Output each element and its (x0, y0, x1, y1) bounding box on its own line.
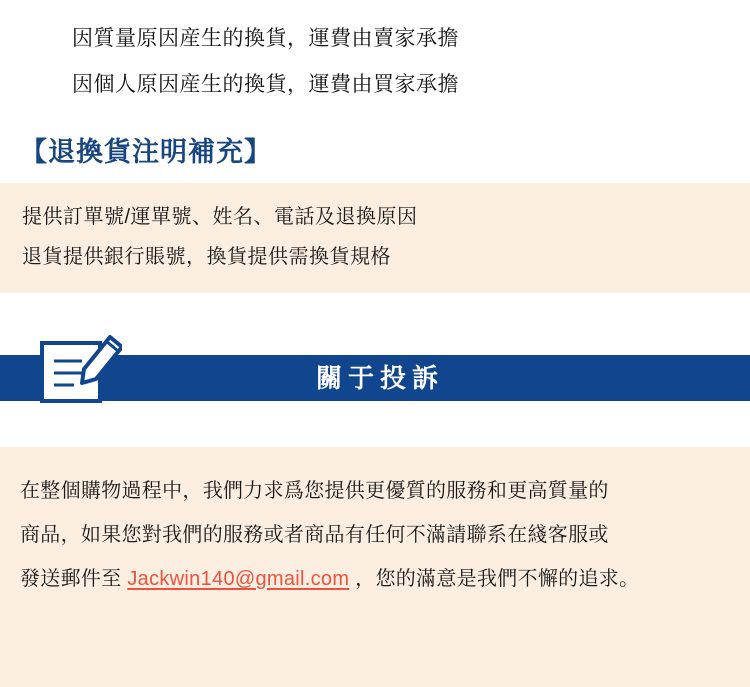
complaint-line-3-prefix: 發送郵件至 (20, 568, 128, 590)
policy-line-2: 因個人原因産生的換貨，運費由買家承擔 (72, 73, 459, 96)
policy-line-1: 因質量原因産生的換貨，運費由賣家承擔 (72, 27, 459, 50)
note-line-2: 退貨提供銀行賬號，換貨提供需換貨規格 (22, 246, 391, 268)
return-note-block (0, 183, 750, 293)
banner-title: 關于投訴 (315, 363, 444, 393)
return-policy-lines (0, 0, 750, 108)
pencil-note-icon (36, 323, 122, 409)
complaint-line-3-suffix: ，您的滿意是我們不懈的追求。 (349, 568, 640, 590)
complaint-line-3 (0, 557, 750, 601)
note-line-1: 提供訂單號/運單號、姓名、電話及退換原因 (22, 206, 418, 228)
complaint-line-2: 商品，如果您對我們的服務或者商品有任何不滿請聯系在綫客服或 (20, 524, 609, 546)
complaint-line-1: 在整個購物過程中，我們力求爲您提供更優質的服務和更高質量的 (20, 480, 609, 502)
support-email-link[interactable]: Jackwin140@gmail.com (127, 568, 350, 590)
complaint-body-block (0, 447, 750, 687)
section-heading-return-note: 【退換貨注明補充】 (20, 137, 272, 167)
complaint-banner (0, 347, 750, 409)
